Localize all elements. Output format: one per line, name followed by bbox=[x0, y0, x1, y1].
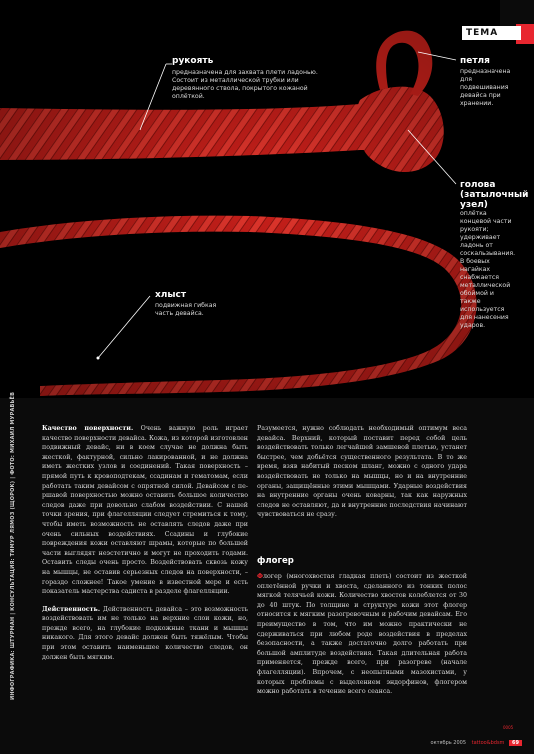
text-flogger: логер (многохвостая гладкая плеть) состоит из жесткой оплетённой ручки и хвоста, сделанного из тонких полос мягкой телячьей кожи. Количество хвостов колеблется от 30 до 40 штук. По толщине и структуре кожи этот флогер относится к мягким разогревочным и рабочим девайсам. Его преимущество в том, что им можно практически не сдерживаться при любом роде воздействия в пределах безопасности, а также достаточно долго работать при большой амплитуде воздействия. Такая длительная работа применяется, прежде всего, при разогреве (начале флагелляции). Впрочем, с неопытными мазохистами, у которых проблемы с выделением эндорфинов, флогером можно работать в течение всего сеанса. bbox=[257, 573, 467, 696]
text-column-flogger bbox=[257, 572, 467, 697]
loop-callout-text: предназначена для подвешивания девайса при хранении. bbox=[460, 68, 511, 107]
page-footer bbox=[431, 740, 522, 746]
section-tag: ТЕМА bbox=[462, 26, 521, 40]
paragraph-effectiveness bbox=[42, 605, 248, 663]
flogger-subheading: флогер bbox=[257, 556, 294, 566]
whip-callout-dot bbox=[97, 357, 100, 360]
drop-cap: Ф bbox=[257, 573, 263, 580]
head-callout-title: голова (затылочный узел) bbox=[460, 180, 529, 210]
paragraph-weight: Разумеется, нужно соблюдать необходимый оптимум веса девайса. Верхний, который поставит перед собой цель воздействовать только легчайшей замшевой плетью, устанет быстрее, чем добьётся существенного результата. В то же время, взяв набитый песком шланг, можно с одного удара воздействовать не только на мышцы, но и на внутренние органы, защищённые этими мышцами. Ударные воздействия на внутренние органы очень коварны, так как наружных следов не оставляют, да и внутренние последствия начинают чувствоваться не сразу. bbox=[257, 425, 467, 519]
paragraph-flogger bbox=[257, 572, 467, 697]
small-code: 0005 bbox=[503, 725, 514, 730]
handle-callout-text: предназначена для захвата плети ладонью. Состоит из металлической трубки или деревянного ствола, покрытого кожаной оплёткой. bbox=[172, 69, 318, 100]
footer-date: октябрь 2005 bbox=[430, 740, 467, 746]
lead-surface-quality: Качество поверхности. bbox=[42, 425, 134, 432]
head-callout-text: оплётка концевой части рукояти; удерживает ладонь от соскальзывания. В боевых нагайках снабжается металлической обоймой и также используется для нанесения ударов. bbox=[460, 210, 516, 329]
page-number: 69 bbox=[509, 740, 522, 746]
whip-callout-title: хлыст bbox=[155, 290, 187, 300]
whip-callout-text: подвижная гибкая часть девайса. bbox=[155, 302, 217, 317]
footer-magazine: tattoo&bdsm bbox=[471, 740, 505, 746]
lead-effectiveness: Действенность. bbox=[42, 605, 101, 613]
text-column-right bbox=[257, 424, 467, 520]
text-surface-quality: Очень важную роль играет качество поверхности девайса. Кожа, из которой изготовлен подвижный девайс, ни в коем случае не должна быть жесткой, фактурной, сильно лакированной, и не должна иметь жестких узлов и соединений. Такая поверхность – прямой путь к кровоподтекам, ссадинам и гематомам, если работать таким девайсом с опрятной силой. Девайсом с першавой поверхностью можно оставить большое количество следов даже при довольно слабом воздействии. С нашей точки зрения, при флагелляции следует стремиться к тому, чтобы иметь возможность не оставлять следов даже при очень сильных воздействиях. Ссадины и глубокие повреждения кожи оставляют шрамы, которые по большей части выглядят неэстетично и могут не проходить годами. Оставить следы очень просто. Воздействовать сквозь кожу на мышцы, не оставив серьезных следов на поверхности, – гораздо сложнее! Такое умение в известной мере и есть показатель мастерства садиста в разделе флагелляции. bbox=[42, 425, 248, 596]
handle-callout-title: рукоять bbox=[172, 56, 214, 66]
paragraph-surface-quality bbox=[42, 424, 248, 597]
loop-callout-title: петля bbox=[460, 56, 490, 66]
text-column-left bbox=[42, 424, 248, 662]
text-effectiveness: Действенность девайса – это возможность воздействовать им не только на верхние слои кожи, но, прежде всего, на глубокие подкожные ткани и мышцы никакого. Для этого девайс должен быть тяжёлым. Чтобы при этом оставить наименьшее количество следов, он должен быть мягким. bbox=[42, 605, 248, 661]
photo-credit: ИНФОГРАФИКА: ШТУРМАН | КОНСУЛЬТАЦИЯ: ТИМУР ЛЯМОЗ (ЩОРОК) | ФОТО: МИХАИЛ МУРАВЬЁВ bbox=[10, 391, 16, 700]
